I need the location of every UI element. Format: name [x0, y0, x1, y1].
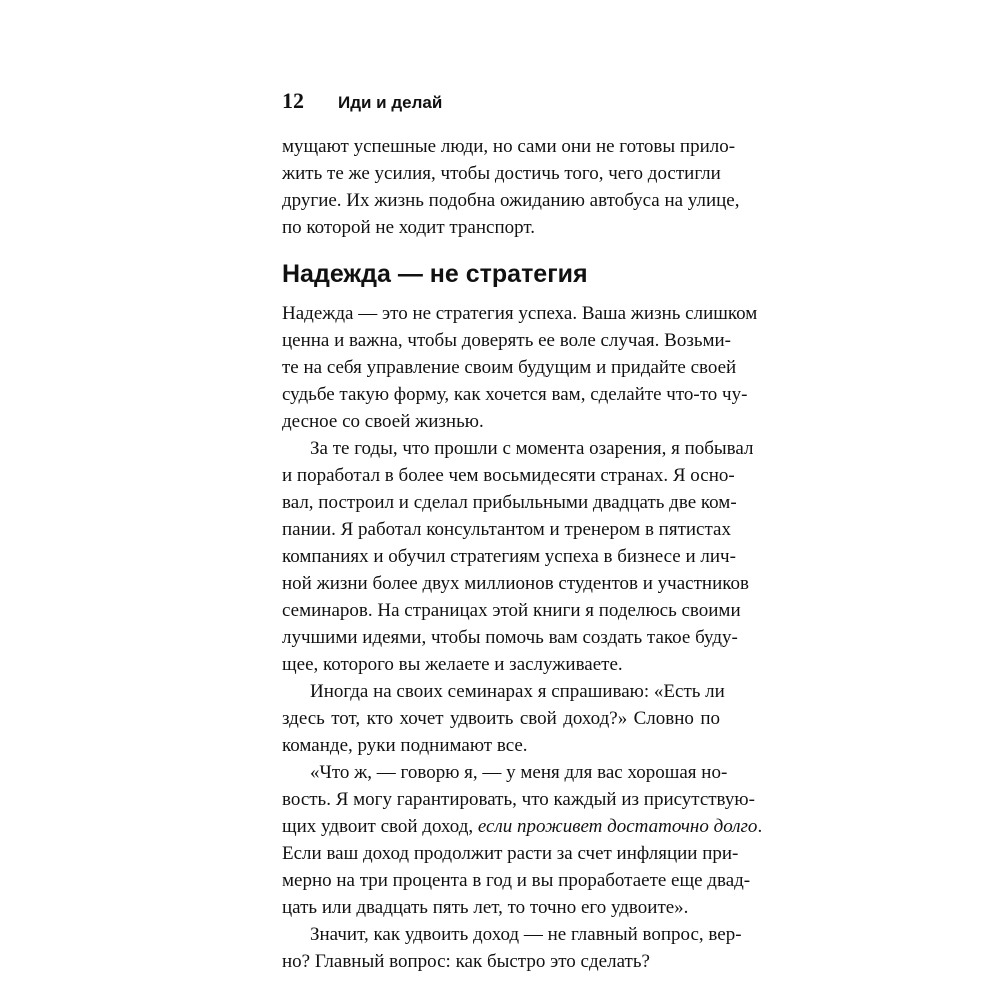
- text-line: судьбе такую форму, как хочется вам, сделайте что-то чу-: [282, 384, 748, 405]
- text-line: те на себя управление своим будущим и придайте своей: [282, 357, 737, 378]
- paragraph-5: [282, 921, 742, 975]
- text-fragment: щих удвоит свой доход,: [282, 816, 478, 837]
- text-line: ной жизни более двух миллионов студентов и участников: [282, 573, 749, 594]
- text-line: Если ваш доход продолжит расти за счет инфляции при-: [282, 843, 739, 864]
- text-line: лучшими идеями, чтобы помочь вам создать такое буду-: [282, 627, 738, 648]
- text-line: щее, которого вы желаете и заслуживаете.: [282, 654, 623, 675]
- page-header: [282, 88, 442, 116]
- text-line: вал, построил и сделал прибыльными двадцать две ком-: [282, 492, 737, 513]
- text-line: «Что ж, — говорю я, — у меня для вас хорошая но-: [310, 762, 728, 783]
- body-text: [282, 300, 763, 975]
- text-line: но? Главный вопрос: как быстро это сделать?: [282, 951, 650, 972]
- text-line: мущают успешные люди, но сами они не готовы прило-: [282, 136, 736, 157]
- text-line: вость. Я могу гарантировать, что каждый из присутствую-: [282, 789, 755, 810]
- text-line: семинаров. На страницах этой книги я поделюсь своими: [282, 600, 741, 621]
- paragraph-2: [282, 435, 754, 678]
- text-line: За те годы, что прошли с момента озарения, я побывал: [310, 438, 754, 459]
- text-line: другие. Их жизнь подобна ожиданию автобуса на улице,: [282, 190, 740, 211]
- running-head: Иди и делай: [338, 93, 443, 112]
- text-line: жить те же усилия, чтобы достичь того, чего достигли: [282, 163, 721, 184]
- italic-emphasis: если проживет достаточно долго: [477, 816, 758, 837]
- text-line: мерно на три процента в год и вы проработаете еще двад-: [282, 870, 751, 891]
- text-line: по которой не ходит транспорт.: [282, 217, 535, 238]
- intro-paragraph: [282, 133, 740, 241]
- text-line: ценна и важна, чтобы доверять ее воле случая. Возьми-: [282, 330, 732, 351]
- text-line: здесь тот, кто хочет удвоить свой доход?» Словно по: [282, 708, 720, 729]
- text-line: Значит, как удвоить доход — не главный вопрос, вер-: [310, 924, 742, 945]
- text-line: и поработал в более чем восьмидесяти странах. Я осно-: [282, 465, 735, 486]
- section-title: Надежда — не стратегия: [282, 260, 588, 288]
- text-line: команде, руки поднимают все.: [282, 735, 528, 756]
- paragraph-4: [282, 759, 763, 921]
- text-line: пании. Я работал консультантом и тренером в пятистах: [282, 519, 731, 540]
- paragraph-1: [282, 300, 758, 435]
- text-line: десное со своей жизнью.: [282, 411, 484, 432]
- paragraph-3: [282, 678, 725, 759]
- text-fragment: .: [757, 816, 763, 837]
- page-number: 12: [282, 88, 304, 113]
- text-line: Надежда — это не стратегия успеха. Ваша жизнь слишком: [282, 303, 758, 324]
- text-line: компаниях и обучил стратегиям успеха в бизнесе и лич-: [282, 546, 736, 567]
- text-line: цать или двадцать пять лет, то точно его удвоите».: [282, 897, 689, 918]
- text-line: Иногда на своих семинарах я спрашиваю: «Есть ли: [310, 681, 725, 702]
- text-line: [282, 813, 763, 840]
